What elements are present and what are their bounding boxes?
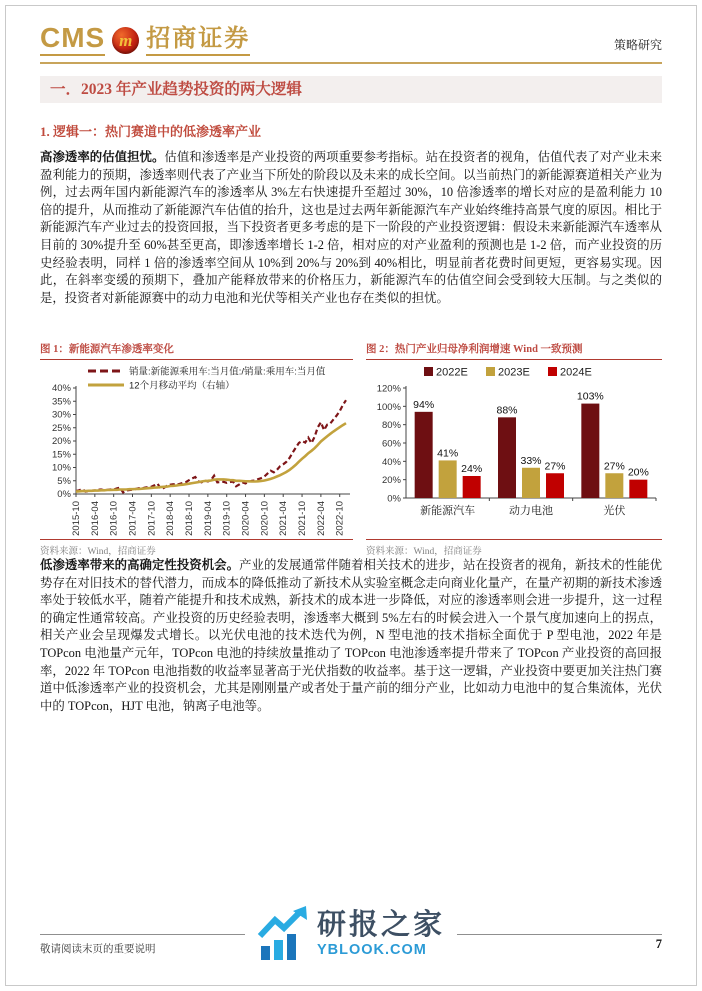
cms-logo-icon bbox=[112, 27, 139, 54]
svg-text:销量:新能源乘用车:当月值:/销量:乘用车:当月值: 销量:新能源乘用车:当月值:/销量:乘用车:当月值 bbox=[129, 366, 326, 378]
paragraph-2-text: 产业的发展通常伴随着相关技术的进步，站在投资者的视角，新技术的性能优势存在对旧技术的替代潜力，而成本的降低推动了新技术从实验室概念走向商业化量产，在量产初期的新技术渗透率处于较低水平，随着产能提升和技术成熟，新技术的成本进一步降低，对应的渗透率则会进一步提升，这一过程的确定性通常较高。产业投资的历史经验表明，渗透率大概到 5%左右的时候会进入一个景气度加速向上的拐点，相关产业会呈现爆发式增长。以光伏电池的技术迭代为例，N 型电池的技术指标全面优于 P 型电池，2022 年是 TOPcon 电池量产元年，TOPcon 电池的持续放量推动了 TOPcon 电池渗透率提升带来了 TOPcon 产业投资的高回报率，2022 年 TOPcon 电池指数的收益率显著高于光伏指数的收益率。基于这一逻辑，产业投资中要更加关注热门赛道中低渗透率产业的投资机会，尤其是刚刚量产或者处于量产前的细分产业，比如动力电池中的复合集流体，光伏中的 TOPcon，HJT 电池，钠离子电池等。 bbox=[40, 558, 663, 713]
svg-text:24%: 24% bbox=[461, 463, 483, 475]
footer-disclaimer: 敬请阅读末页的重要说明 bbox=[40, 944, 156, 955]
svg-text:20%: 20% bbox=[627, 466, 649, 479]
watermark bbox=[245, 906, 457, 962]
svg-text:2016-10: 2016-10 bbox=[108, 501, 120, 536]
svg-text:80%: 80% bbox=[381, 420, 401, 432]
svg-text:2015-10: 2015-10 bbox=[71, 501, 82, 536]
penetration-line-chart bbox=[40, 362, 353, 538]
logo-m-glyph: m bbox=[119, 31, 133, 50]
svg-text:88%: 88% bbox=[496, 404, 518, 417]
svg-text:2022-10: 2022-10 bbox=[334, 501, 346, 536]
svg-text:2022E: 2022E bbox=[436, 366, 468, 379]
profit-growth-bar-chart bbox=[366, 362, 662, 538]
svg-text:新能源汽车: 新能源汽车 bbox=[420, 505, 476, 517]
watermark-name: 研报之家 bbox=[316, 908, 446, 941]
page-header bbox=[40, 24, 662, 56]
svg-text:2020-04: 2020-04 bbox=[240, 501, 252, 536]
paragraph-1-lead: 高渗透率的估值担忧。 bbox=[40, 150, 165, 164]
watermark-chart-icon bbox=[257, 906, 309, 962]
svg-text:10%: 10% bbox=[51, 462, 71, 474]
figure-1 bbox=[40, 344, 353, 557]
svg-text:2016-04: 2016-04 bbox=[89, 501, 101, 536]
svg-text:0%: 0% bbox=[387, 493, 401, 505]
svg-text:103%: 103% bbox=[576, 390, 604, 403]
svg-text:27%: 27% bbox=[603, 460, 625, 473]
svg-text:25%: 25% bbox=[51, 422, 71, 434]
svg-text:35%: 35% bbox=[51, 396, 71, 408]
svg-text:0%: 0% bbox=[57, 489, 71, 500]
watermark-text bbox=[316, 908, 446, 958]
figure-1-source: 资料来源：Wind，招商证券 bbox=[40, 539, 353, 557]
svg-text:2018-10: 2018-10 bbox=[184, 501, 196, 536]
svg-text:15%: 15% bbox=[51, 449, 71, 461]
paragraph-1 bbox=[40, 149, 662, 307]
figure-2-title: 图 2：热门产业归母净利润增速 Wind 一致预测 bbox=[366, 344, 662, 360]
svg-text:33%: 33% bbox=[520, 454, 542, 467]
svg-text:2018-04: 2018-04 bbox=[165, 501, 177, 536]
svg-text:30%: 30% bbox=[51, 409, 71, 421]
svg-text:动力电池: 动力电池 bbox=[509, 505, 553, 517]
svg-text:27%: 27% bbox=[544, 460, 566, 473]
figure-2-source: 资料来源：Wind，招商证券 bbox=[366, 539, 662, 557]
svg-text:2019-04: 2019-04 bbox=[202, 501, 214, 536]
svg-text:12个月移动平均（右轴）: 12个月移动平均（右轴） bbox=[129, 380, 235, 392]
svg-text:60%: 60% bbox=[381, 438, 401, 450]
svg-text:20%: 20% bbox=[51, 436, 71, 447]
figure-2 bbox=[366, 344, 662, 557]
svg-text:40%: 40% bbox=[381, 456, 401, 468]
svg-text:41%: 41% bbox=[437, 447, 459, 460]
svg-text:100%: 100% bbox=[376, 401, 401, 413]
svg-text:2017-10: 2017-10 bbox=[146, 501, 158, 536]
svg-text:2024E: 2024E bbox=[560, 366, 592, 379]
svg-text:94%: 94% bbox=[413, 398, 435, 411]
footer-page-number: 7 bbox=[655, 937, 662, 951]
brand-acronym: CMS bbox=[40, 24, 105, 56]
svg-text:40%: 40% bbox=[51, 383, 71, 394]
svg-text:光伏: 光伏 bbox=[603, 505, 626, 517]
brand-logo bbox=[40, 24, 250, 56]
svg-text:2021-04: 2021-04 bbox=[278, 501, 290, 536]
svg-text:120%: 120% bbox=[376, 383, 401, 395]
svg-text:2019-10: 2019-10 bbox=[221, 501, 233, 536]
header-divider bbox=[40, 62, 662, 64]
brand-name: 招商证券 bbox=[146, 27, 250, 56]
figure-1-title: 图 1：新能源汽车渗透率变化 bbox=[40, 344, 353, 360]
subsection-title: 1. 逻辑一：热门赛道中的低渗透率产业 bbox=[40, 124, 262, 139]
svg-text:20%: 20% bbox=[381, 475, 401, 487]
svg-text:2022-04: 2022-04 bbox=[315, 501, 327, 536]
svg-text:2020-10: 2020-10 bbox=[259, 501, 271, 536]
svg-text:5%: 5% bbox=[57, 475, 71, 487]
section-title: 一．2023 年产业趋势投资的两大逻辑 bbox=[40, 76, 662, 103]
doc-category: 策略研究 bbox=[613, 38, 662, 52]
paragraph-2 bbox=[40, 557, 662, 715]
paragraph-1-text: 估值和渗透率是产业投资的两项重要参考指标。站在投资者的视角，估值代表了对产业未来盈利能力的预期，渗透率则代表了产业当下所处的阶段以及未来的成长空间。以当前热门的新能源赛道相关产业为例，过去两年国内新能源汽车的渗透率从 3%左右快速提升至超过 30%，10 倍渗透率的增长对应的是盈利能力 10 倍的提升，从而推动了新能源汽车估值的抬升，这也是过去两年新能源汽车产业始终维持高景气度的原因。相比于新能源汽车产业过去的投资回报，当下投资者更多考虑的是下一阶段的产业投资逻辑：假设未来新能源汽车透率从目前的 30%提升至 60%甚至更高，即渗透率增长 1-2 倍，相对应的对产业盈利的预测也是 1-2 倍，而产业投资的历史经验表明，同样 1 倍的渗透率空间从 10%到 20%与 20%到 40%相比，明显前者花费时间更短，更容易实现。因此，在斜率变缓的预期下，叠加产能释放带来的价格压力，新能源汽车的估值空间会受到较大压制。与之类似的是，投资者对新能源赛中的动力电池和光伏等相关产业也存在类似的担忧。 bbox=[40, 150, 663, 305]
svg-text:2023E: 2023E bbox=[498, 366, 530, 379]
paragraph-2-lead: 低渗透率带来的高确定性投资机会。 bbox=[40, 558, 240, 572]
svg-text:2017-04: 2017-04 bbox=[127, 501, 139, 536]
watermark-site: YBLOOK.COM bbox=[316, 941, 427, 958]
figures-row bbox=[40, 344, 662, 557]
svg-text:2021-10: 2021-10 bbox=[297, 501, 309, 536]
